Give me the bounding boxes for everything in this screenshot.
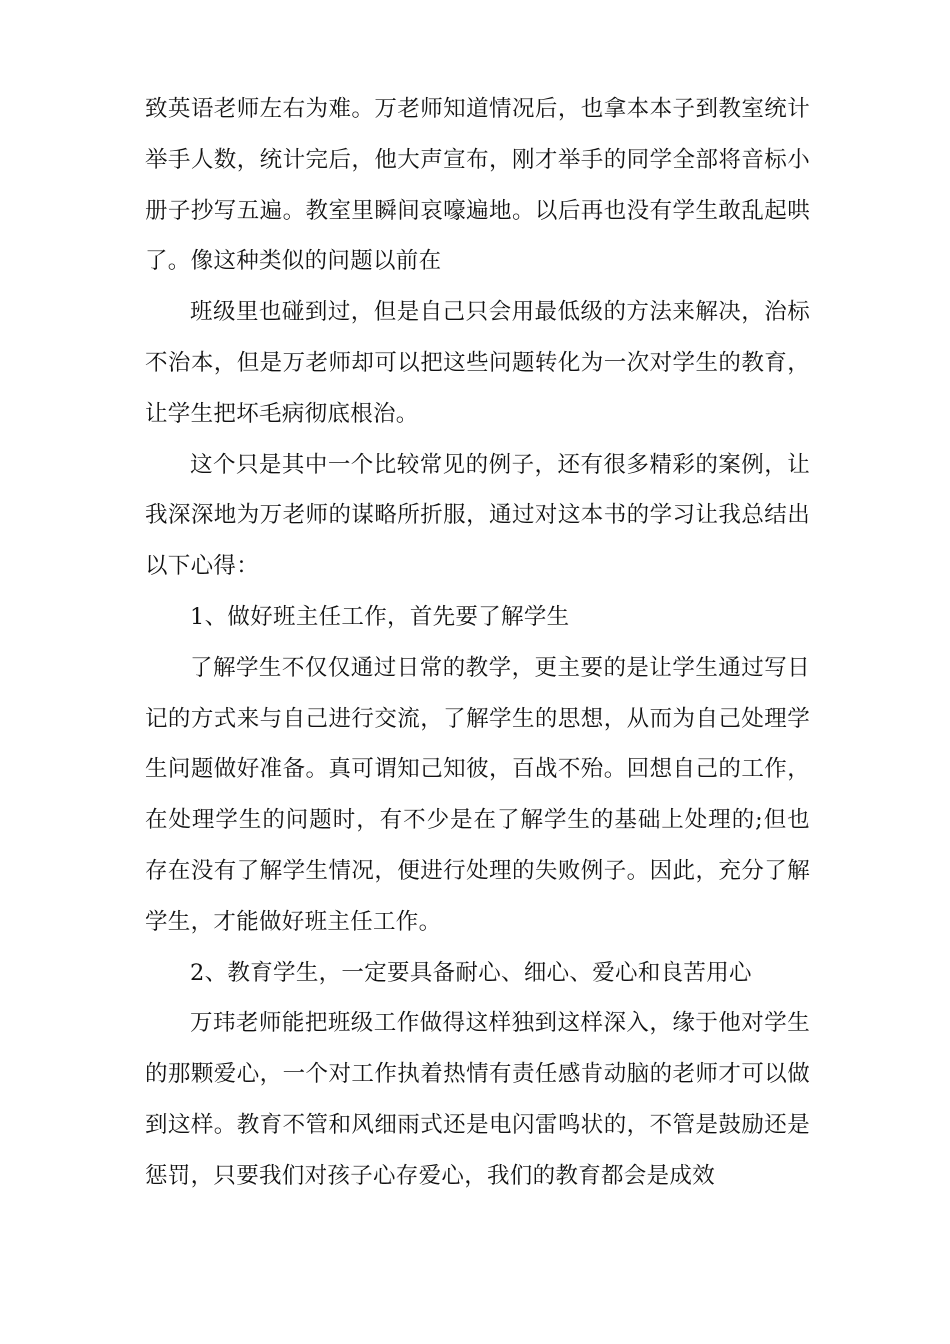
paragraph-2: 班级里也碰到过，但是自己只会用最低级的方法来解决，治标不治本，但是万老师却可以把这些问题转化为一次对学生的教育，让学生把坏毛病彻底根治。 (145, 299, 810, 427)
heading-1: 1、做好班主任工作，首先要了解学生 (190, 603, 570, 630)
paragraph-4: 了解学生不仅仅通过日常的教学，更主要的是让学生通过写日记的方式来与自己进行交流，了解学生的思想，从而为自己处理学生问题做好准备。真可谓知己知彼，百战不殆。回想自己的工作，在处理学生的问题时，有不少是在了解学生的基础上处理的;但也存在没有了解学生情况，便进行处理的失败例子。因此，充分了解学生，才能做好班主任工作。 (145, 654, 810, 935)
document-body (145, 84, 810, 1202)
paragraph-5: 万玮老师能把班级工作做得这样独到这样深入，缘于他对学生的那颗爱心，一个对工作执着热情有责任感肯动脑的老师才可以做到这样。教育不管和风细雨式还是电闪雷鸣状的，不管是鼓励还是惩罚，只要我们对孩子心存爱心，我们的教育都会是成效 (145, 1010, 810, 1189)
heading-2: 2、教育学生，一定要具备耐心、细心、爱心和良苦用心 (190, 959, 752, 986)
paragraph-1: 致英语老师左右为难。万老师知道情况后，也拿本本子到教室统计举手人数，统计完后，他大声宣布，刚才举手的同学全部将音标小册子抄写五遍。教室里瞬间哀嚎遍地。以后再也没有学生敢乱起哄了。像这种类似的问题以前在 (145, 96, 810, 275)
paragraph-3: 这个只是其中一个比较常见的例子，还有很多精彩的案例，让我深深地为万老师的谋略所折服，通过对这本书的学习让我总结出以下心得： (145, 451, 810, 580)
